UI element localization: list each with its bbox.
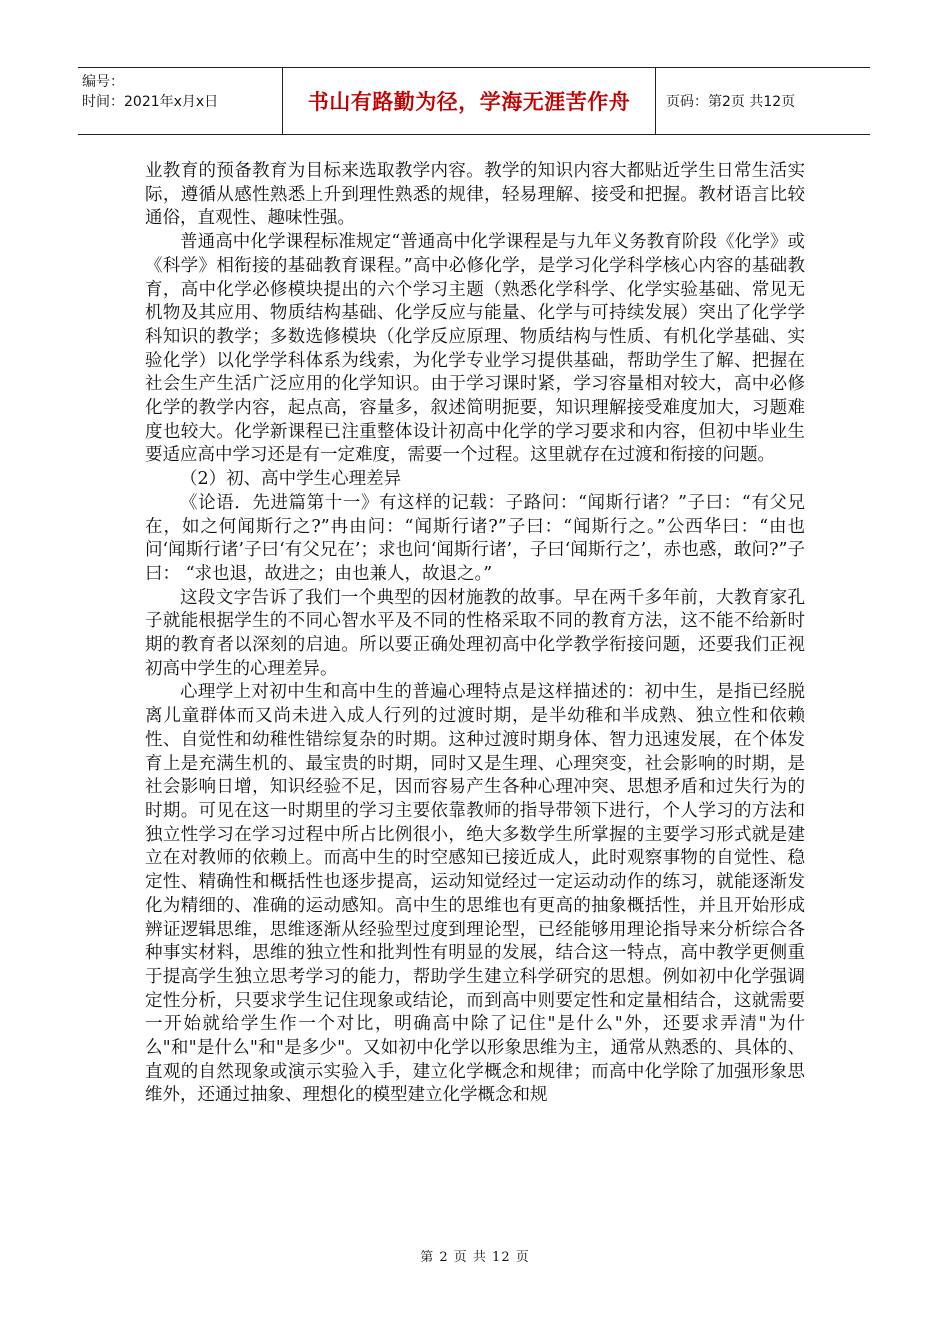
paragraph: 《论语．先进篇第十一》有这样的记载：子路问：“闻斯行诸？”子曰：“有父兄在，如之何闻斯行之?”冉由问：“闻斯行诸?”子曰：“闻斯行之。”公西华曰：“由也问‘闻斯行诸’子曰‘有父兄在’；求也问‘闻斯行诸’，子曰‘闻斯行之’，赤也惑，敢问?”子曰： “求也退，故进之；由也兼人，故退之。” (145, 492, 805, 584)
header-page-info: 页码：第2页 共12页 (666, 94, 796, 110)
header-motto: 书山有路勤为径，学海无涯苦作舟 (283, 68, 656, 134)
paragraph: 普通高中化学课程标准规定“普通高中化学课程是与九年义务教育阶段《化学》或《科学》相衔接的基础教育课程。”高中必修化学，是学习化学科学核心内容的基础教育，高中化学必修模块提出的六个学习主题（熟悉化学科学、化学实验基础、常见无机物及其应用、物质结构基础、化学反应与能量、化学与可持续发展）突出了化学学科知识的教学；多数选修模块（化学反应原理、物质结构与性质、有机化学基础、实验化学）以化学学科体系为线索，为化学专业学习提供基础，帮助学生了解、把握在社会生产生活广泛应用的化学知识。由于学习课时紧，学习容量相对较大，高中必修化学的教学内容，起点高，容量多，叙述简明扼要，知识理解接受难度加大，习题难度也较大。化学新课程已注重整体设计初高中化学的学习要求和内容，但初中毕业生要适应高中学习还是有一定难度，需要一个过程。这里就存在过渡和衔接的问题。 (145, 232, 805, 466)
section-heading: （2）初、高中学生心理差异 (180, 469, 402, 490)
document-body (145, 160, 805, 1108)
time-label: 时间：2021年x月x日 (82, 94, 219, 110)
number-label: 编号： (82, 74, 124, 90)
paragraph-continuation: 业教育的预备教育为目标来选取教学内容。教学的知识内容大都贴近学生日常生活实际，遵循从感性熟悉上升到理性熟悉的规律，轻易理解、接受和把握。教材语言比较通俗，直观性、趣味性强。 (145, 161, 805, 229)
page-header (78, 67, 870, 135)
paragraph: 这段文字告诉了我们一个典型的因材施教的故事。早在两千多年前，大教育家孔子就能根据学生的不同心智水平及不同的性格采取不同的教育方法，这不能不给新时期的教育者以深刻的启迪。所以要正确处理初高中化学教学衔接问题，还要我们正视初高中学生的心理差异。 (145, 587, 805, 679)
page-footer: 第 2 页 共 12 页 (420, 1250, 530, 1265)
header-meta (78, 68, 283, 134)
paragraph: 心理学上对初中生和高中生的普遍心理特点是这样描述的：初中生，是指已经脱离儿童群体而又尚未进入成人行列的过渡时期，是半幼稚和半成熟、独立性和依赖性、自觉性和幼稚性错综复杂的时期。这种过渡时期身体、智力迅速发展，在个体发育上是充满生机的、最宝贵的时期，同时又是生理、心理突变，社会影响的时期，是社会影响日增，知识经验不足，因而容易产生各种心理冲突、思想矛盾和过失行为的时期。可见在这一时期里的学习主要依靠教师的指导带领下进行，个人学习的方法和独立性学习在学习过程中所占比例很小，绝大多数学生所掌握的主要学习形式就是建立在对教师的依赖上。而高中生的时空感知已接近成人，此时观察事物的自觉性、稳定性、精确性和概括性也逐步提高，运动知觉经过一定运动动作的练习，就能逐渐发化为精细的、准确的运动感知。高中生的思维也有更高的抽象概括性，并且开始形成辨证逻辑思维，思维逐渐从经验型过度到理论型，已经能够用理论指导来分析综合各种事实材料，思维的独立性和批判性有明显的发展，结合这一特点，高中教学更侧重于提高学生独立思考学习的能力，帮助学生建立科学研究的思想。例如初中化学强调定性分析，只要求学生记住现象或结论，而到高中则要定性和定量相结合，这就需要一开始就给学生作一个对比，明确高中除了记住"是什么"外，还要求弄清"为什么"和"是什么"和"是多少"。又如初中化学以形象思维为主，通常从熟悉的、具体的、直观的自然现象或演示实验入手，建立化学概念和规律；而高中化学除了加强形象思维外，还通过抽象、理想化的模型建立化学概念和规 (145, 682, 805, 1106)
